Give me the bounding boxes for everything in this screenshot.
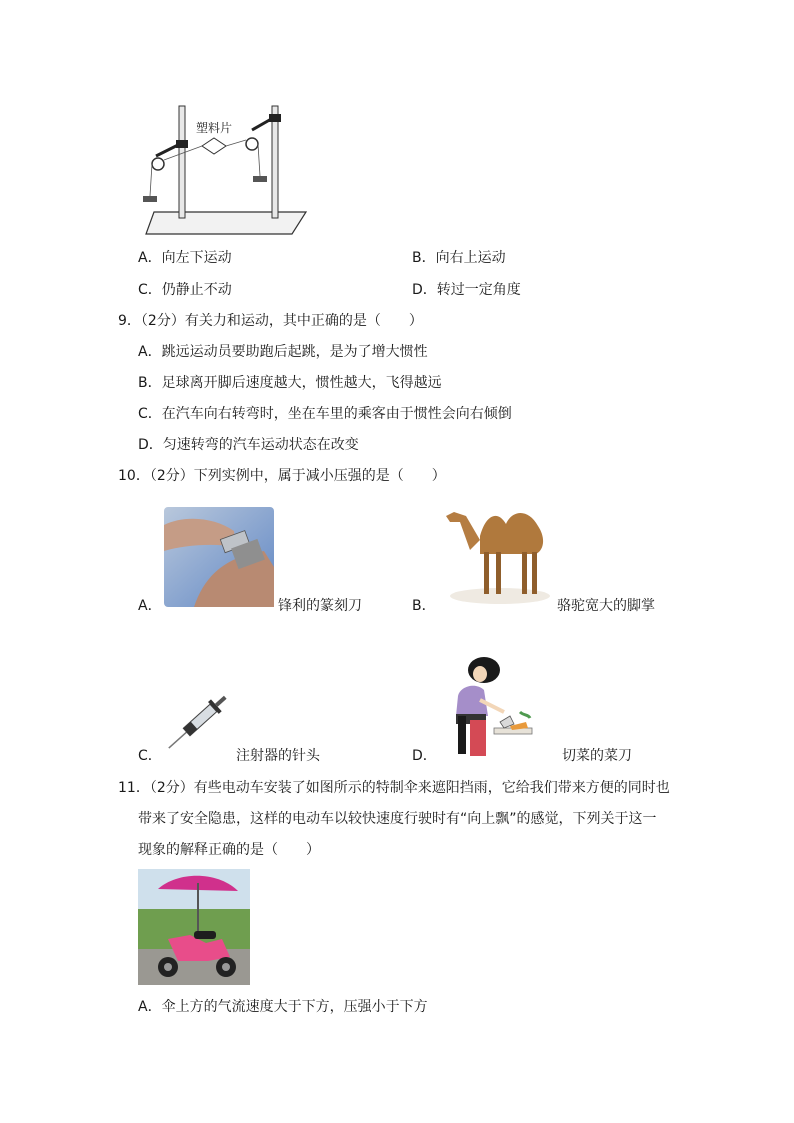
option-letter: D． bbox=[412, 282, 437, 298]
camel-photo bbox=[440, 496, 555, 606]
q8-option-b[interactable] bbox=[412, 248, 506, 268]
q10-caption-d: 切菜的菜刀 bbox=[562, 748, 632, 764]
option-text: 仍静止不动 bbox=[161, 282, 232, 298]
option-letter: B． bbox=[138, 375, 162, 391]
option-text: 足球离开脚后速度越大，惯性越大，飞得越远 bbox=[161, 375, 442, 391]
plastic-sheet-label: 塑料片 bbox=[196, 121, 233, 135]
q9-option-d[interactable] bbox=[138, 435, 359, 455]
option-letter: D． bbox=[138, 437, 163, 453]
plastic-sheet-apparatus-figure bbox=[136, 100, 312, 240]
q11-stem-line-1: 11．（2分）有些电动车安装了如图所示的特制伞来遮阳挡雨，它给我们带来方便的同时也 bbox=[118, 780, 670, 796]
option-letter: B． bbox=[412, 250, 436, 266]
option-letter: C． bbox=[138, 748, 162, 764]
option-text: 在汽车向右转弯时，坐在车里的乘客由于惯性会向右倾倒 bbox=[161, 406, 512, 422]
q8-option-d[interactable] bbox=[412, 280, 521, 300]
option-letter: C． bbox=[138, 406, 162, 422]
option-letter: A． bbox=[138, 999, 162, 1015]
option-letter: B． bbox=[412, 598, 436, 614]
option-text: 伞上方的气流速度大于下方，压强小于下方 bbox=[161, 999, 428, 1015]
kitchen-knife-illustration bbox=[440, 652, 535, 756]
q10-stem: 10．（2分）下列实例中，属于减小压强的是（ ） bbox=[118, 468, 446, 484]
q10-option-d[interactable] bbox=[412, 746, 437, 766]
option-text: 跳远运动员要助跑后起跳，是为了增大惯性 bbox=[161, 344, 428, 360]
option-letter: C． bbox=[138, 282, 162, 298]
option-text: 向右上运动 bbox=[435, 250, 506, 266]
option-text: 匀速转弯的汽车运动状态在改变 bbox=[162, 437, 359, 453]
option-letter: A． bbox=[138, 250, 162, 266]
q9-option-c[interactable] bbox=[138, 404, 512, 424]
q10-option-b[interactable] bbox=[412, 596, 436, 616]
q9-stem: 9．（2分）有关力和运动，其中正确的是（ ） bbox=[118, 313, 423, 329]
carving-knife-photo bbox=[164, 507, 274, 607]
q10-option-a[interactable] bbox=[138, 596, 162, 616]
option-letter: D． bbox=[412, 748, 437, 764]
q11-stem-line-2: 带来了安全隐患，这样的电动车以较快速度行驶时有“向上飘”的感觉，下列关于这一 bbox=[138, 811, 657, 827]
option-letter: A． bbox=[138, 598, 162, 614]
q9-option-b[interactable] bbox=[138, 373, 442, 393]
q11-option-a[interactable] bbox=[138, 997, 428, 1017]
option-text: 向左下运动 bbox=[161, 250, 232, 266]
scooter-umbrella-photo bbox=[138, 869, 250, 985]
q11-stem-line-3: 现象的解释正确的是（ ） bbox=[138, 842, 320, 858]
q10-option-c[interactable] bbox=[138, 746, 162, 766]
option-letter: A． bbox=[138, 344, 162, 360]
q8-option-c[interactable] bbox=[138, 280, 232, 300]
q9-option-a[interactable] bbox=[138, 342, 428, 362]
q10-caption-b: 骆驼宽大的脚掌 bbox=[557, 598, 655, 614]
q10-caption-a: 锋利的篆刻刀 bbox=[278, 598, 362, 614]
syringe-image bbox=[162, 684, 238, 756]
q10-caption-c: 注射器的针头 bbox=[236, 748, 320, 764]
option-text: 转过一定角度 bbox=[436, 282, 521, 298]
q8-option-a[interactable] bbox=[138, 248, 232, 268]
